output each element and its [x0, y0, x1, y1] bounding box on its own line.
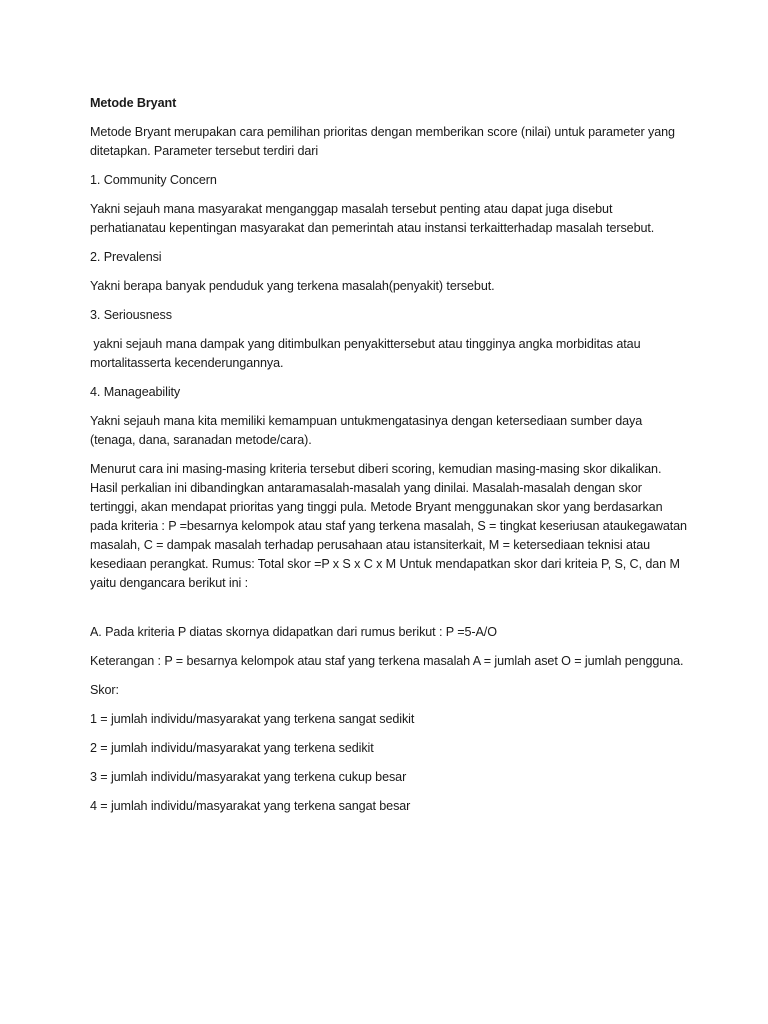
- document-body: [90, 94, 690, 826]
- skor-item: 1 = jumlah individu/masyarakat yang terkena sangat sedikit: [90, 712, 415, 726]
- criterion-heading: 1. Community Concern: [90, 173, 217, 187]
- skor-label: Skor:: [90, 683, 119, 697]
- keterangan-paragraph: Keterangan : P = besarnya kelompok atau staf yang terkena masalah A = jumlah aset O = jumlah pengguna.: [90, 654, 684, 668]
- skor-item: 3 = jumlah individu/masyarakat yang terkena cukup besar: [90, 770, 407, 784]
- document-title: Metode Bryant: [90, 96, 177, 110]
- skor-item: 2 = jumlah individu/masyarakat yang terkena sedikit: [90, 741, 374, 755]
- criterion-heading: 2. Prevalensi: [90, 250, 162, 264]
- criterion-description: Yakni berapa banyak penduduk yang terkena masalah(penyakit) tersebut.: [90, 279, 495, 293]
- scoring-paragraph: Menurut cara ini masing-masing kriteria tersebut diberi scoring, kemudian masing-masing skor dikalikan. Hasil perkalian ini dibandingkan antaramasalah-masalah yang dinilai. Masalah-masalah dengan skor tertinggi, akan mendapat prioritas yang tinggi pula. Metode Bryant menggunakan skor yang berdasarkan pada kriteria : P =besarnya kelompok atau staf yang terkena masalah, S = tingkat keseriusan ataukegawatan masalah, C = dampak masalah terhadap perusahaan atau istansiterkait, M = ketersediaan teknisi atau kesediaan perangkat. Rumus: Total skor =P x S x C x M Untuk mendapatkan skor dari kriteia P, S, C, dan M yaitu dengancara berikut ini :: [90, 462, 687, 590]
- criterion-description: yakni sejauh mana dampak yang ditimbulkan penyakittersebut atau tingginya angka morbiditas atau mortalitasserta kecenderungannya.: [90, 337, 644, 370]
- criterion-heading: 4. Manageability: [90, 385, 181, 399]
- criterion-description: Yakni sejauh mana kita memiliki kemampuan untukmengatasinya dengan ketersediaan sumber daya (tenaga, dana, saranadan metode/cara).: [90, 414, 643, 447]
- intro-paragraph: Metode Bryant merupakan cara pemilihan prioritas dengan memberikan score (nilai) untuk parameter yang ditetapkan. Parameter tersebut terdiri dari: [90, 125, 675, 158]
- criterion-heading: 3. Seriousness: [90, 308, 172, 322]
- skor-item: 4 = jumlah individu/masyarakat yang terkena sangat besar: [90, 799, 411, 813]
- criterion-description: Yakni sejauh mana masyarakat menganggap masalah tersebut penting atau dapat juga disebut perhatianatau kepentingan masyarakat dan pemerintah atau instansi terkaitterhadap masalah tersebut.: [90, 202, 655, 235]
- section-a-paragraph: A. Pada kriteria P diatas skornya didapatkan dari rumus berikut : P =5-A/O: [90, 625, 497, 639]
